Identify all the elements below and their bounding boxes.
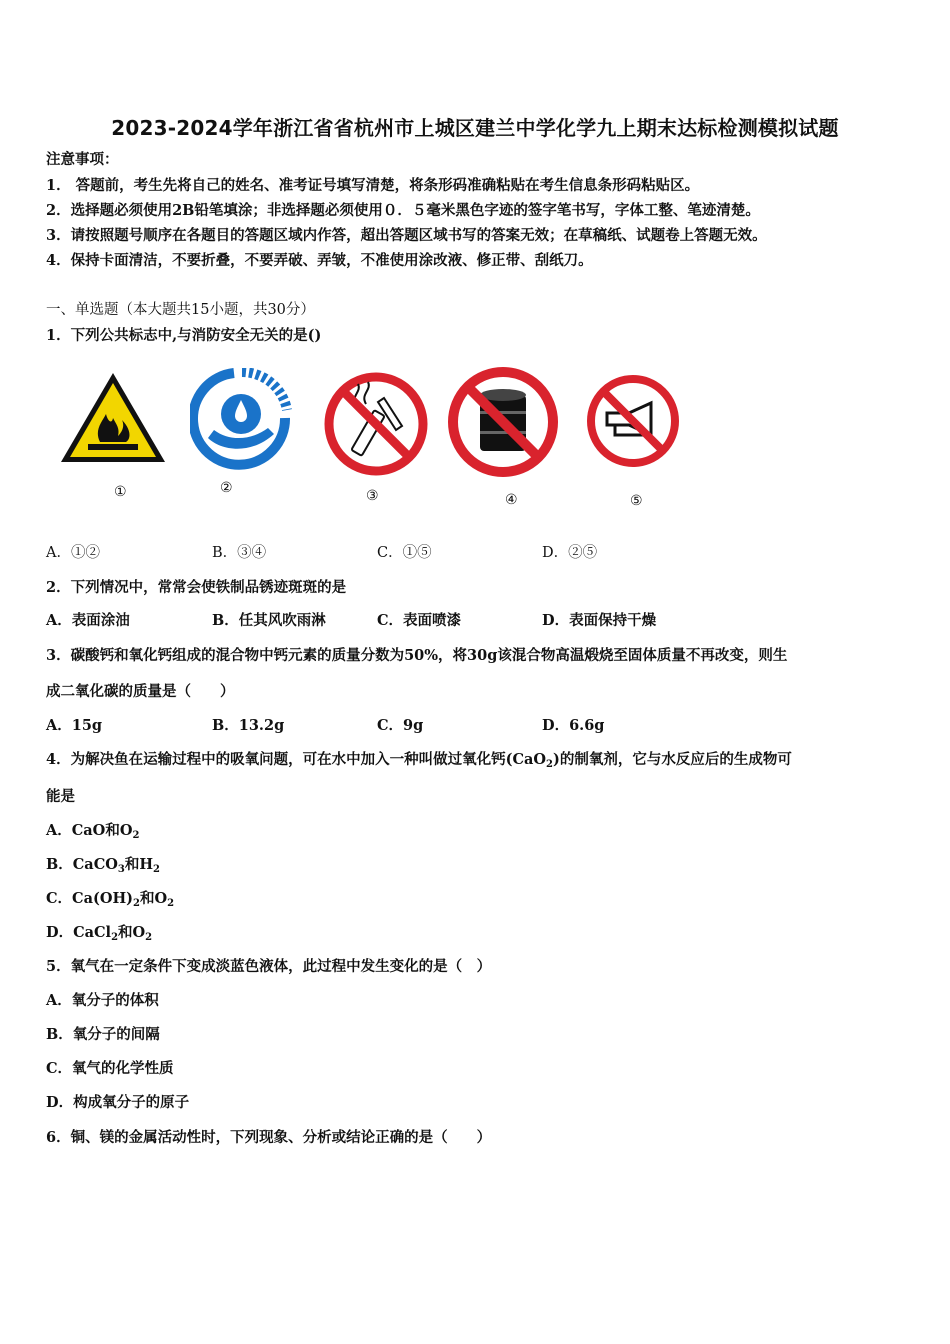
q4-option-a: A．CaO和$O_2$ <box>46 822 140 841</box>
q3-stem-line1: 3．碳酸钙和氧化钙组成的混合物中钙元素的质量分数为50%，将30g该混合物高温煅烧至固体质量不再改变，则生 <box>46 647 788 664</box>
notice-heading: 注意事项： <box>46 151 119 168</box>
q4-stem-line1: 4．为解决鱼在运输过程中的吸氧问题，可在水中加入一种叫做过氧化钙(CaO$_2$)的制氧剂，它与水反应后的生成物可 <box>46 751 792 770</box>
q2-option-c: C．表面喷漆 <box>377 612 462 629</box>
q5-option-b: B．氧分子的间隔 <box>46 1026 160 1043</box>
q3-option-d: D．6.6g <box>542 717 605 734</box>
q5-stem: 5．氧气在一定条件下变成淡蓝色液体，此过程中发生变化的是（ ） <box>46 958 492 975</box>
q3-option-a: A．15g <box>46 717 103 734</box>
q5-option-a: A．氧分子的体积 <box>46 992 159 1009</box>
q5-option-c: C．氧气的化学性质 <box>46 1060 174 1077</box>
no-smoking-sign-icon <box>322 370 430 478</box>
q4-option-c: C．$Ca(OH)_2$和$O_2$ <box>46 890 175 909</box>
q6-stem: 6．铜、镁的金属活动性时，下列现象、分析或结论正确的是（ ） <box>46 1129 492 1146</box>
q4-option-d: D．CaCl$_2$和$O_2$ <box>46 924 153 943</box>
sign-label-4: ④ <box>505 492 518 508</box>
notice-item-4: 4．保持卡面清洁，不要折叠，不要弄破、弄皱，不准使用涂改液、修正带、刮纸刀。 <box>46 252 593 269</box>
q1-option-c: C．①⑤ <box>377 545 432 561</box>
section-heading: 一、单选题（本大题共15小题，共30分） <box>46 302 315 318</box>
q1-option-a: A．①② <box>46 545 100 561</box>
q1-stem: 1．下列公共标志中,与消防安全无关的是() <box>46 327 322 344</box>
q2-option-d: D．表面保持干燥 <box>542 612 657 629</box>
q3-option-c: C．9g <box>377 717 424 734</box>
sign-label-5: ⑤ <box>630 493 643 509</box>
q2-option-b: B．任其风吹雨淋 <box>212 612 326 629</box>
water-saving-sign-icon <box>190 368 292 470</box>
sign-label-2: ② <box>220 480 233 496</box>
exam-title: 2023-2024学年浙江省省杭州市上城区建兰中学化学九上期末达标检测模拟试题 <box>111 116 839 140</box>
notice-item-2: 2．选择题必须使用2B铅笔填涂；非选择题必须使用０．５毫米黑色字迹的签字笔书写，字体工整、笔迹清楚。 <box>46 202 760 219</box>
q2-option-a: A．表面涂油 <box>46 612 130 629</box>
q3-stem-line2: 成二氧化碳的质量是（ ） <box>46 683 235 700</box>
q2-stem: 2．下列情况中，常常会使铁制品锈迹斑斑的是 <box>46 579 347 596</box>
sign-label-1: ① <box>114 484 127 500</box>
q4-stem-line2: 能是 <box>46 788 75 805</box>
q3-option-b: B．13.2g <box>212 717 285 734</box>
flammable-warning-sign-icon <box>58 370 168 465</box>
q4-option-b: B．CaCO$_3$和$H_2$ <box>46 856 161 875</box>
sign-label-3: ③ <box>366 488 379 504</box>
no-horn-sign-icon <box>585 373 681 469</box>
q5-option-d: D．构成氧分子的原子 <box>46 1094 190 1111</box>
notice-item-3: 3．请按照题号顺序在各题目的答题区域内作答，超出答题区域书写的答案无效；在草稿纸、试题卷上答题无效。 <box>46 227 767 244</box>
no-flammable-barrel-sign-icon <box>446 365 560 479</box>
q1-option-d: D．②⑤ <box>542 545 598 561</box>
q1-option-b: B．③④ <box>212 545 267 561</box>
notice-item-1: 1． 答题前，考生先将自己的姓名、准考证号填写清楚，将条形码准确粘贴在考生信息条形码粘贴区。 <box>46 177 700 194</box>
